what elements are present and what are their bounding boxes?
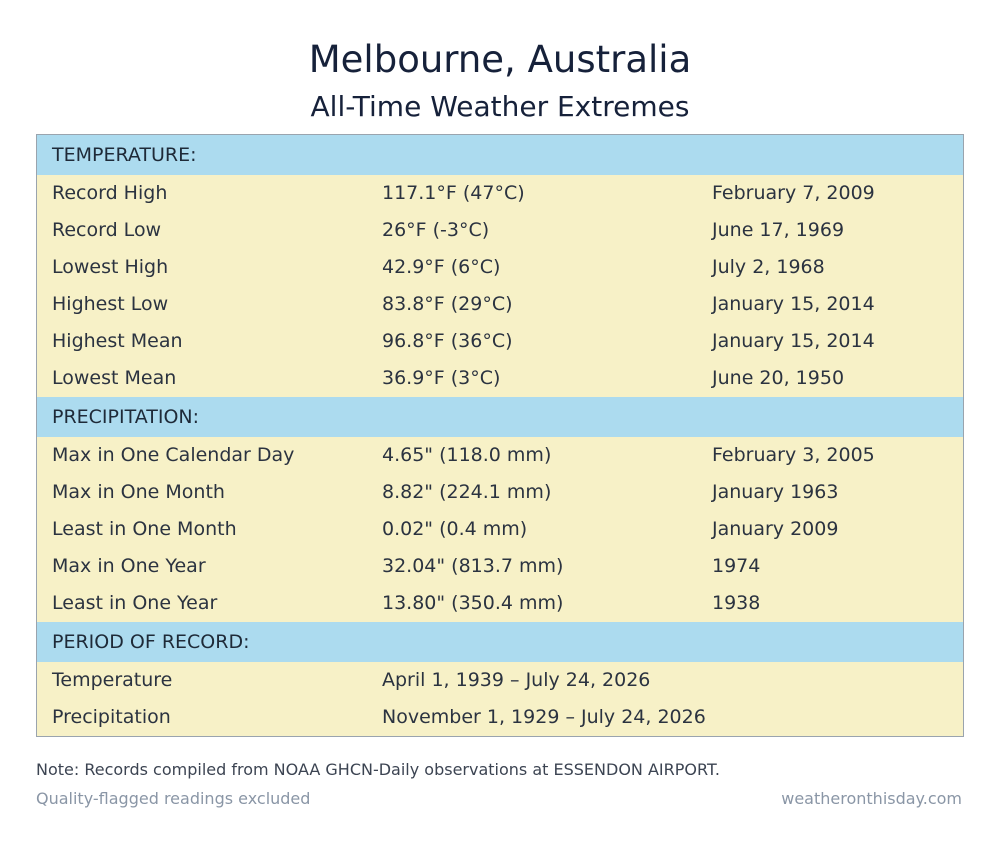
row-label: Max in One Year: [52, 555, 206, 577]
row-date: June 17, 1969: [712, 219, 845, 241]
row-date: 1938: [712, 592, 761, 614]
table-row: [37, 548, 963, 585]
row-date: January 15, 2014: [712, 293, 875, 315]
table-row: [37, 360, 963, 397]
row-label: Record Low: [52, 219, 162, 241]
table-row: [37, 212, 963, 249]
table-row: [37, 474, 963, 511]
row-value: 96.8°F (36°C): [382, 330, 513, 352]
source-credit: weatheronthisday.com: [781, 789, 962, 808]
row-date: January 15, 2014: [712, 330, 875, 352]
row-date: 1974: [712, 555, 761, 577]
row-label: Temperature: [52, 669, 173, 691]
row-value: 8.82" (224.1 mm): [382, 481, 552, 503]
table-row: [37, 323, 963, 360]
row-label: Highest Low: [52, 293, 169, 315]
row-date: January 1963: [712, 481, 839, 503]
row-value: 83.8°F (29°C): [382, 293, 513, 315]
row-value: April 1, 1939 – July 24, 2026: [382, 669, 651, 691]
section-rows-temperature: [37, 175, 963, 397]
row-date: January 2009: [712, 518, 839, 540]
row-label: Max in One Calendar Day: [52, 444, 295, 466]
row-date: February 7, 2009: [712, 182, 875, 204]
page-subtitle: All-Time Weather Extremes: [310, 90, 690, 123]
row-label: Least in One Year: [52, 592, 218, 614]
row-value: 0.02" (0.4 mm): [382, 518, 528, 540]
table-row: [37, 249, 963, 286]
row-value: 4.65" (118.0 mm): [382, 444, 552, 466]
row-value: 117.1°F (47°C): [382, 182, 525, 204]
row-date: February 3, 2005: [712, 444, 875, 466]
row-label: Lowest High: [52, 256, 169, 278]
table-row: [37, 175, 963, 212]
table-row: [37, 511, 963, 548]
row-date: July 2, 1968: [712, 256, 825, 278]
row-label: Lowest Mean: [52, 367, 177, 389]
row-label: Precipitation: [52, 706, 171, 728]
table-row: [37, 286, 963, 323]
table-row: [37, 662, 963, 699]
footer-note: Note: Records compiled from NOAA GHCN-Daily observations at ESSENDON AIRPORT.: [36, 760, 720, 779]
row-value: November 1, 1929 – July 24, 2026: [382, 706, 706, 728]
section-header-period-of-record: PERIOD OF RECORD:: [37, 622, 963, 662]
row-label: Max in One Month: [52, 481, 225, 503]
row-date: June 20, 1950: [712, 367, 845, 389]
row-value: 42.9°F (6°C): [382, 256, 501, 278]
row-label: Record High: [52, 182, 168, 204]
page-title: Melbourne, Australia: [308, 38, 692, 81]
row-value: 13.80" (350.4 mm): [382, 592, 564, 614]
quality-flag-note: Quality-flagged readings excluded: [36, 789, 311, 808]
section-rows-period-of-record: [37, 662, 963, 736]
row-value: 36.9°F (3°C): [382, 367, 501, 389]
section-rows-precipitation: [37, 437, 963, 622]
row-value: 26°F (-3°C): [382, 219, 490, 241]
row-label: Least in One Month: [52, 518, 237, 540]
section-header-precipitation: PRECIPITATION:: [37, 397, 963, 437]
extremes-table: [36, 134, 964, 737]
table-row: [37, 585, 963, 622]
table-row: [37, 437, 963, 474]
row-value: 32.04" (813.7 mm): [382, 555, 564, 577]
section-header-temperature: TEMPERATURE:: [37, 135, 963, 175]
row-label: Highest Mean: [52, 330, 183, 352]
table-row: [37, 699, 963, 736]
